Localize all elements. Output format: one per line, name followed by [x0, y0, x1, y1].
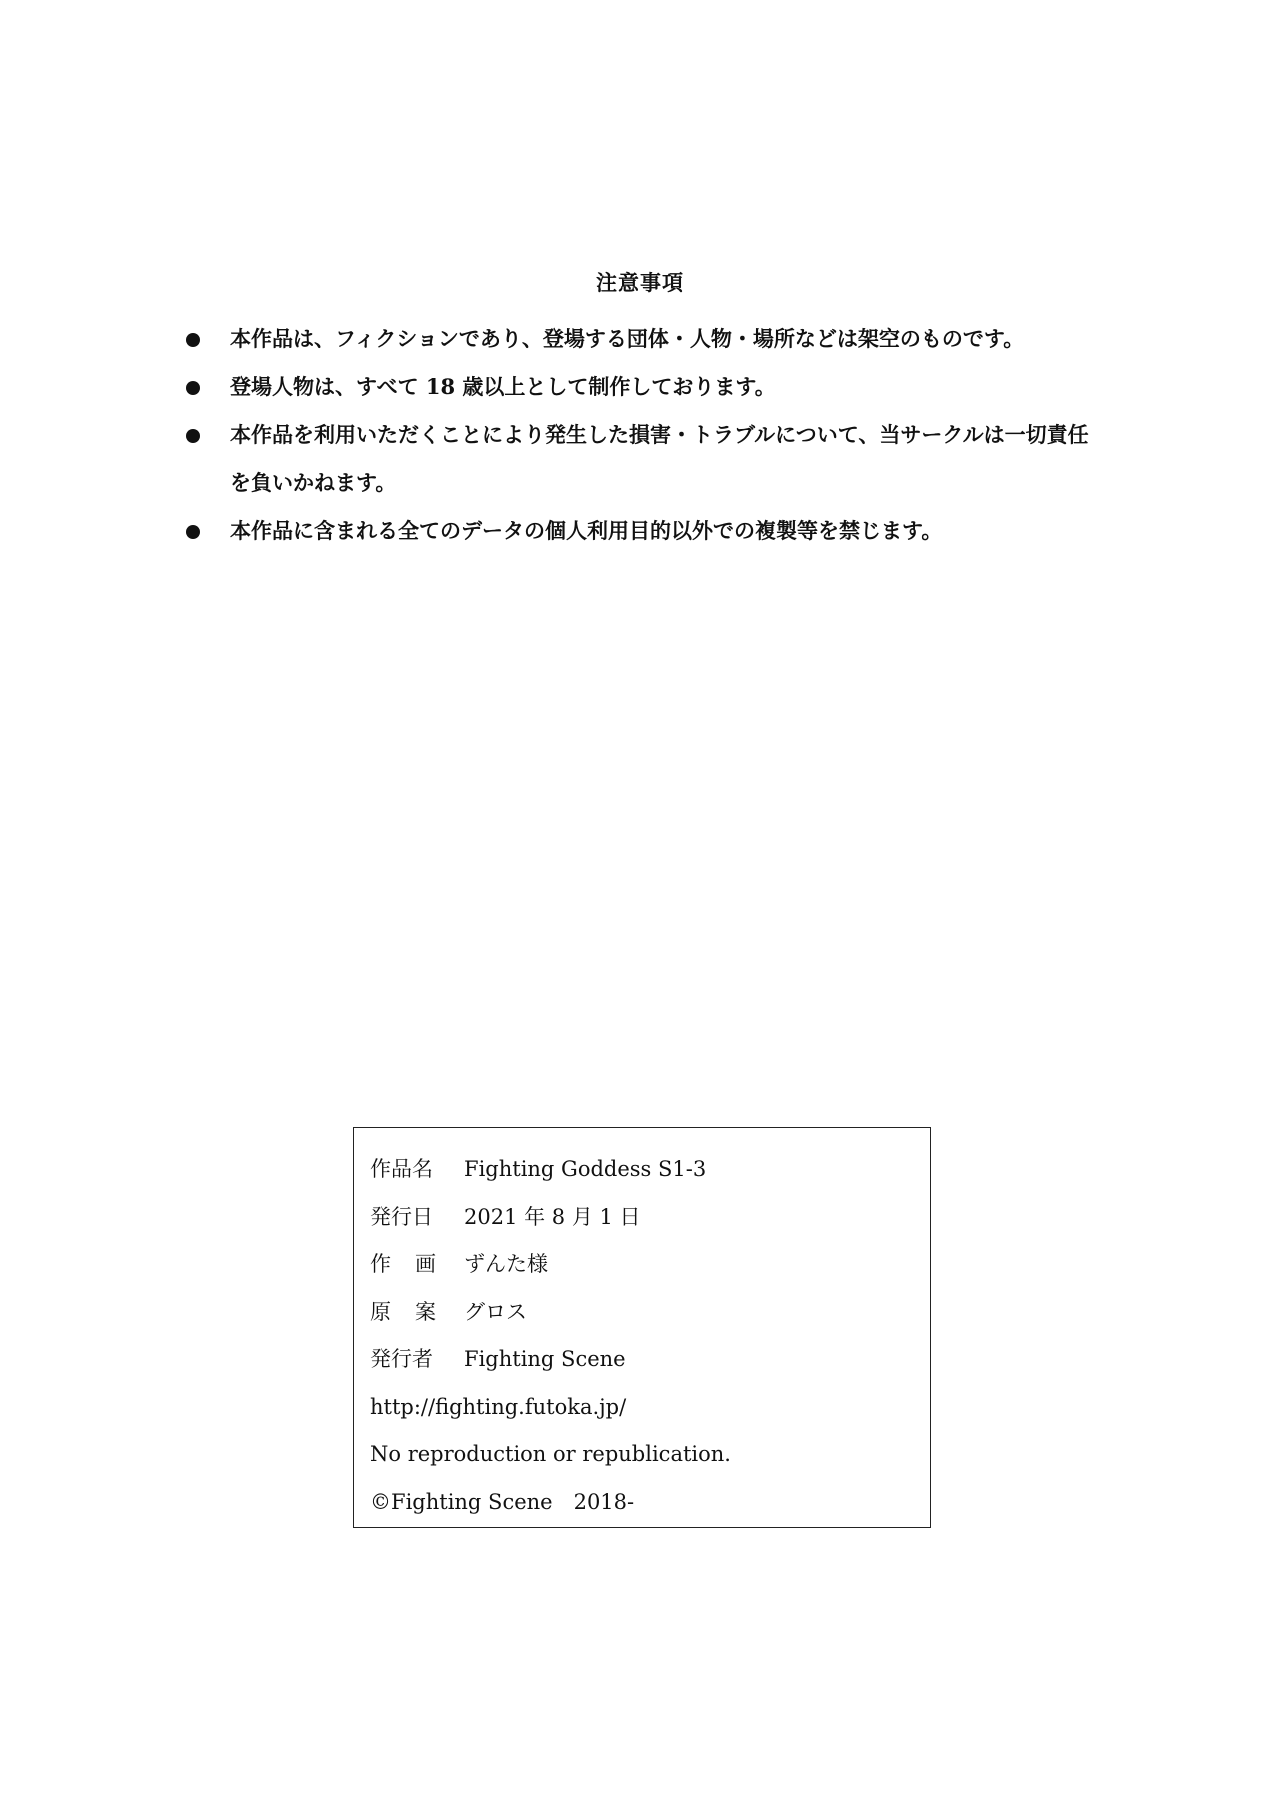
work-title: Fighting Goddess S1-3 [464, 1157, 707, 1181]
notice-item-text: 本作品は、フィクションであり、登場する団体・人物・場所などは架空のものです。 [230, 326, 1025, 351]
story-author: グロス [464, 1299, 527, 1324]
bullet-icon [186, 525, 200, 539]
notice-item [182, 411, 1100, 507]
artist-name: ずんた様 [464, 1252, 548, 1276]
label-text: 作品名 [370, 1157, 433, 1181]
colophon-row-url [370, 1384, 930, 1432]
label-char: 画 [415, 1252, 436, 1276]
bullet-icon [186, 381, 200, 395]
colophon-row-title [370, 1146, 930, 1194]
colophon-label [370, 1289, 436, 1337]
colophon-label [370, 1194, 464, 1242]
colophon-row-rights [370, 1431, 930, 1479]
label-char: 作 [370, 1252, 391, 1276]
label-char: 原 [370, 1299, 391, 1324]
label-text: 発行日 [370, 1204, 433, 1229]
bullet-icon [186, 429, 200, 443]
notice-item-text: 登場人物は、すべて 18 歳以上として制作しております。 [230, 374, 776, 399]
rights-notice: No reproduction or republication. [370, 1442, 731, 1466]
colophon-row-date [370, 1194, 930, 1242]
colophon-box [353, 1127, 931, 1528]
colophon-row-story [370, 1289, 930, 1337]
publish-date: 2021 年 8 月 1 日 [464, 1204, 641, 1229]
notice-item [182, 507, 1102, 555]
website-url: http://fighting.futoka.jp/ [370, 1394, 627, 1419]
notice-item-text: 本作品を利用いただくことにより発生した損害・トラブルについて、当サークルは一切責任を負いかねます。 [230, 422, 1089, 495]
notice-item [182, 315, 1102, 363]
label-char: 案 [415, 1299, 436, 1324]
notice-list [182, 315, 1102, 555]
notice-item [182, 363, 1102, 411]
colophon-row-publisher [370, 1336, 930, 1384]
colophon-label [370, 1146, 464, 1194]
colophon-label [370, 1336, 464, 1384]
label-text: 発行者 [370, 1347, 433, 1371]
bullet-icon [186, 333, 200, 347]
colophon-row-artist [370, 1241, 930, 1289]
colophon-row-copyright [370, 1479, 930, 1527]
notice-item-text: 本作品に含まれる全てのデータの個人利用目的以外での複製等を禁じます。 [230, 518, 943, 543]
colophon-label [370, 1241, 436, 1289]
copyright-notice: ©Fighting Scene 2018- [370, 1489, 635, 1514]
notice-title: 注意事項 [596, 270, 684, 295]
publisher-name: Fighting Scene [464, 1347, 626, 1371]
